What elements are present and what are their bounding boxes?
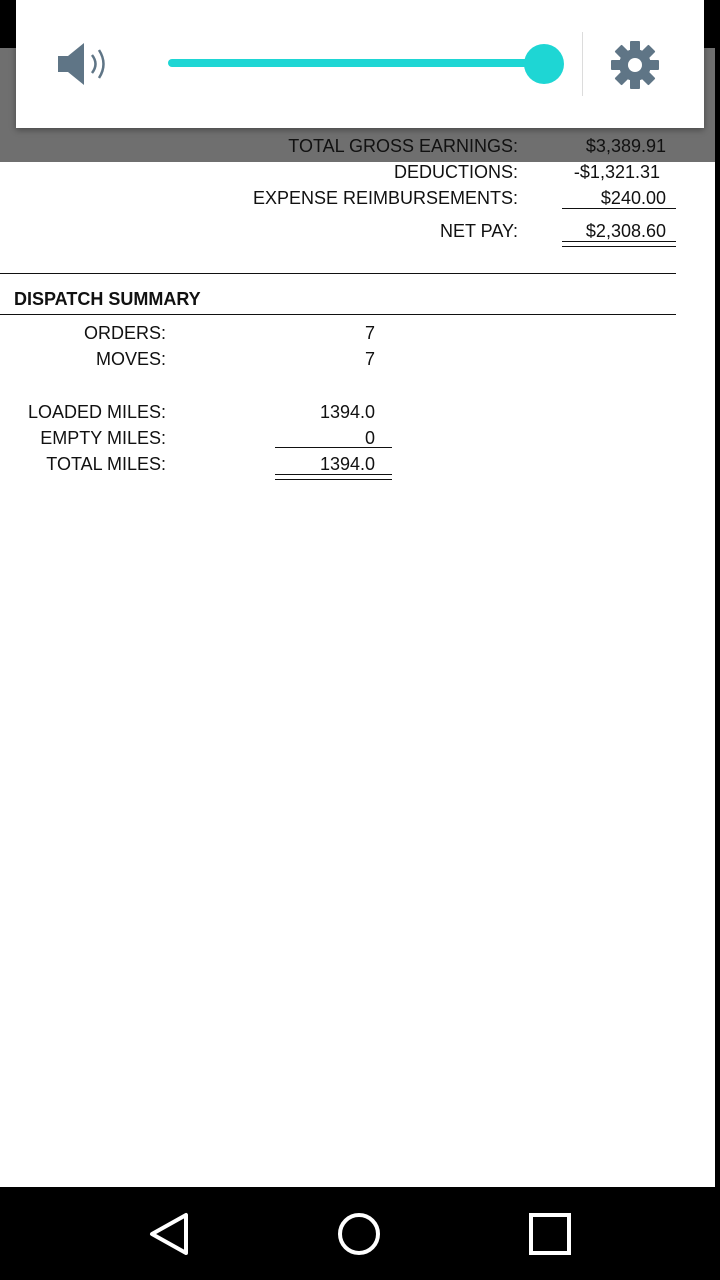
volume-slider-track[interactable] xyxy=(168,59,544,67)
volume-slider-thumb[interactable] xyxy=(524,44,564,84)
expense-reimbursements-label: EXPENSE REIMBURSEMENTS: xyxy=(252,188,518,208)
orders-label: ORDERS: xyxy=(83,323,166,343)
net-pay-label: NET PAY: xyxy=(439,221,518,241)
home-icon[interactable] xyxy=(336,1211,382,1257)
loaded-miles-label: LOADED MILES: xyxy=(27,402,166,422)
expense-reimbursements-value: $240.00 xyxy=(600,188,666,208)
gross-earnings-label: TOTAL GROSS EARNINGS: xyxy=(288,136,518,156)
dispatch-summary-heading: DISPATCH SUMMARY xyxy=(14,289,201,309)
total-miles-label: TOTAL MILES: xyxy=(46,454,166,474)
total-miles-value: 1394.0 xyxy=(319,454,375,474)
volume-panel xyxy=(16,0,704,128)
back-icon[interactable] xyxy=(146,1211,192,1257)
empty-miles-value: 0 xyxy=(364,428,375,448)
navigation-bar xyxy=(0,1187,720,1280)
total-miles-double-underline-2 xyxy=(275,479,392,480)
recent-apps-icon[interactable] xyxy=(527,1211,573,1257)
loaded-miles-value: 1394.0 xyxy=(319,402,375,422)
section-rule-bottom xyxy=(0,314,676,315)
net-pay-double-underline-2 xyxy=(562,246,676,247)
empty-miles-underline xyxy=(275,447,392,448)
deductions-label: DEDUCTIONS: xyxy=(393,162,518,182)
net-pay-value: $2,308.60 xyxy=(585,221,666,241)
gear-icon[interactable] xyxy=(610,40,660,90)
expense-underline xyxy=(562,208,676,209)
empty-miles-label: EMPTY MILES: xyxy=(40,428,166,448)
gross-earnings-value: $3,389.91 xyxy=(585,136,666,156)
orders-value: 7 xyxy=(364,323,375,343)
moves-label: MOVES: xyxy=(95,349,166,369)
panel-divider xyxy=(582,32,583,96)
speaker-icon[interactable] xyxy=(56,40,116,88)
deductions-value: -$1,321.31 xyxy=(573,162,660,182)
section-rule-top xyxy=(0,273,676,274)
moves-value: 7 xyxy=(364,349,375,369)
net-pay-double-underline-1 xyxy=(562,241,676,242)
total-miles-double-underline-1 xyxy=(275,474,392,475)
